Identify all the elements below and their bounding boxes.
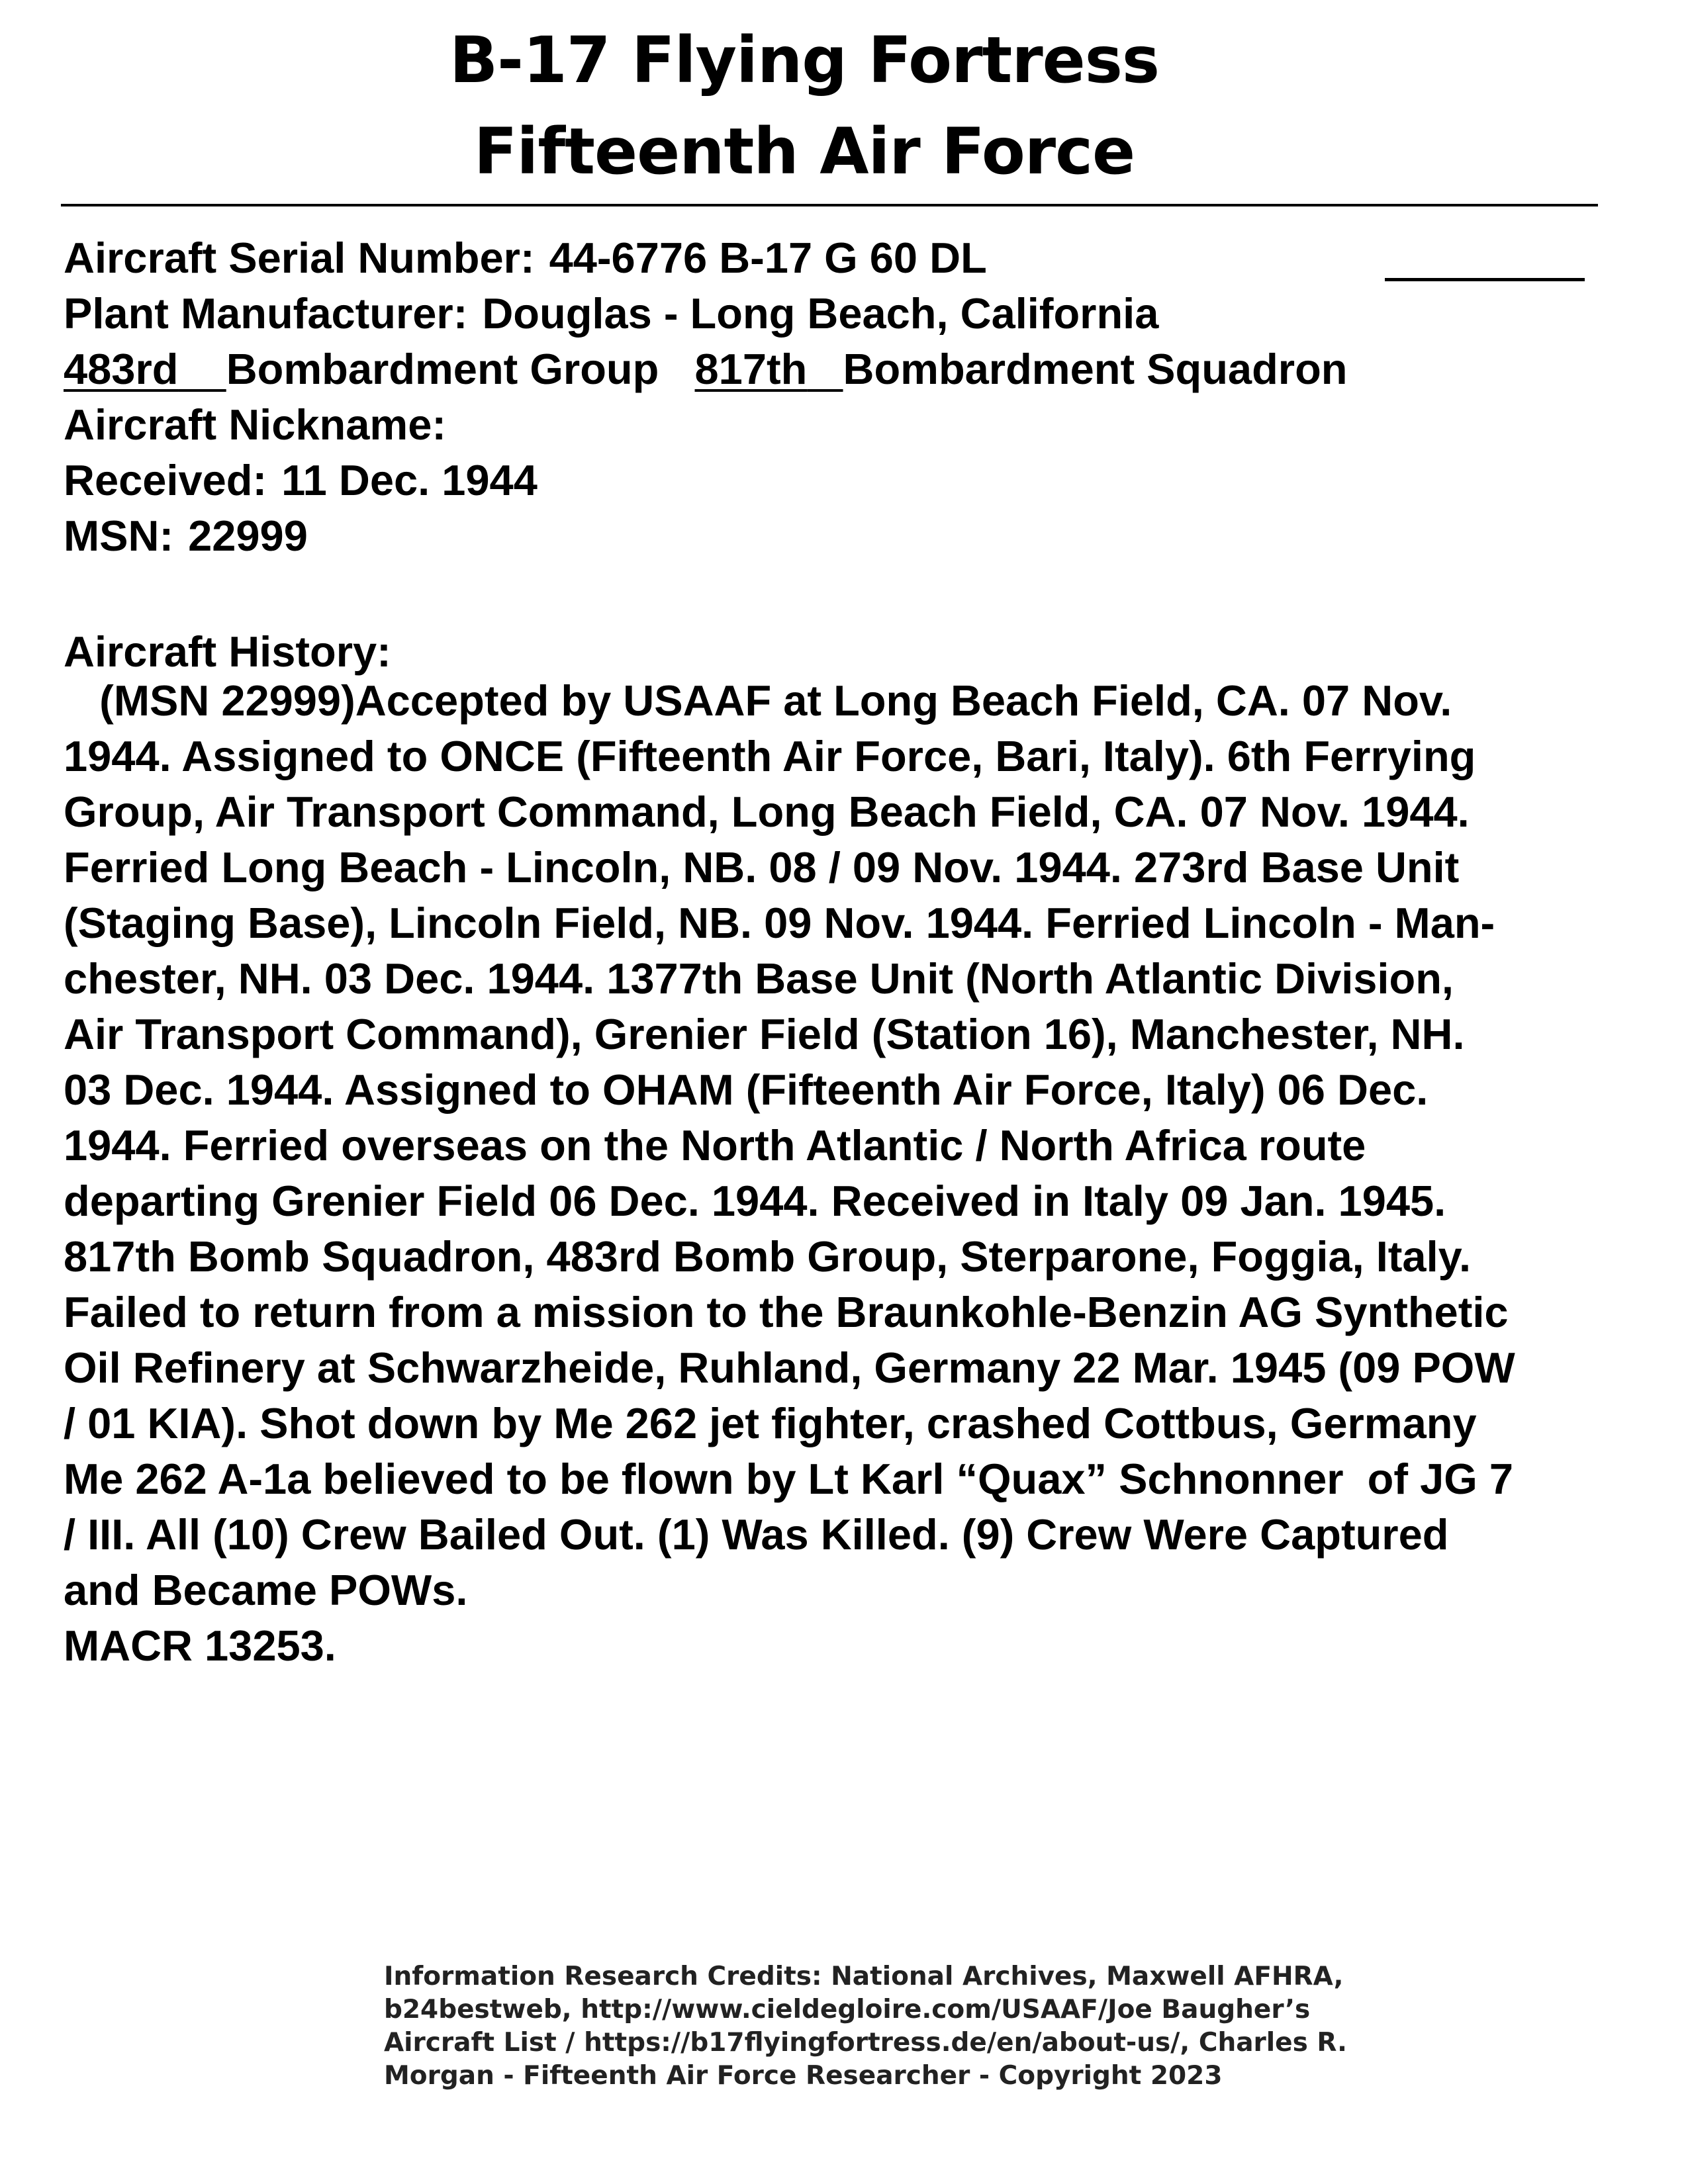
aircraft-fields — [64, 230, 1626, 564]
history-line: (MSN 22999)Accepted by USAAF at Long Beach Field, CA. 07 Nov. — [64, 676, 1452, 725]
history-line: Failed to return from a mission to the Braunkohle-Benzin AG Synthetic — [64, 1288, 1509, 1336]
title-divider — [61, 204, 1598, 206]
received-label: Received: — [64, 456, 267, 504]
manufacturer-label: Plant Manufacturer: — [64, 289, 468, 338]
history-line: departing Grenier Field 06 Dec. 1944. Received in Italy 09 Jan. 1945. — [64, 1177, 1446, 1225]
document-title — [0, 15, 1609, 197]
title-line-aircraft: B-17 Flying Fortress — [449, 23, 1160, 97]
group-value: 483rd — [64, 345, 179, 393]
history-line: and Became POWs. — [64, 1566, 468, 1614]
history-line: Air Transport Command), Grenier Field (Station 16), Manchester, NH. — [64, 1010, 1465, 1058]
serial-number-label: Aircraft Serial Number: — [64, 234, 535, 282]
manufacturer-value: Douglas - Long Beach, California — [482, 289, 1159, 338]
credits-line: Aircraft List / https://b17flyingfortress.de/en/about-us/, Charles R. — [384, 2028, 1347, 2058]
manufacturer-row — [64, 286, 1626, 341]
history-line: / 01 KIA). Shot down by Me 262 jet fighter, crashed Cottbus, Germany — [64, 1399, 1477, 1447]
history-line: (Staging Base), Lincoln Field, NB. 09 Nov. 1944. Ferried Lincoln - Man- — [64, 899, 1495, 947]
serial-number-value: 44-6776 B-17 G 60 DL — [549, 234, 987, 282]
msn-row — [64, 508, 1626, 564]
macr-number: MACR 13253. — [64, 1621, 336, 1670]
history-heading: Aircraft History: — [64, 627, 391, 676]
squadron-label: Bombardment Squadron — [843, 345, 1348, 393]
blank-entry-line — [1385, 278, 1585, 281]
squadron-value: 817th — [694, 345, 808, 393]
history-line: chester, NH. 03 Dec. 1944. 1377th Base Unit (North Atlantic Division, — [64, 954, 1454, 1003]
history-line: Ferried Long Beach - Lincoln, NB. 08 / 09 Nov. 1944. 273rd Base Unit — [64, 843, 1460, 891]
history-line: Group, Air Transport Command, Long Beach Field, CA. 07 Nov. 1944. — [64, 788, 1470, 836]
history-line: 1944. Assigned to ONCE (Fifteenth Air Force, Bari, Italy). 6th Ferrying — [64, 732, 1476, 780]
history-line: 817th Bomb Squadron, 483rd Bomb Group, Sterparone, Foggia, Italy. — [64, 1232, 1472, 1281]
nickname-row — [64, 397, 1626, 453]
research-credits — [384, 1960, 1377, 2093]
history-line: 1944. Ferried overseas on the North Atlantic / North Africa route — [64, 1121, 1366, 1169]
msn-label: MSN: — [64, 512, 174, 560]
unit-row — [64, 341, 1626, 397]
msn-value: 22999 — [188, 512, 308, 560]
history-line: / III. All (10) Crew Bailed Out. (1) Was Killed. (9) Crew Were Captured — [64, 1510, 1449, 1559]
received-row — [64, 453, 1626, 508]
nickname-label: Aircraft Nickname: — [64, 400, 446, 449]
group-label: Bombardment Group — [226, 345, 659, 393]
serial-number-row — [64, 230, 1626, 286]
received-value: 11 Dec. 1944 — [281, 456, 538, 504]
history-line: 03 Dec. 1944. Assigned to OHAM (Fifteenth Air Force, Italy) 06 Dec. — [64, 1066, 1429, 1114]
history-line: Me 262 A-1a believed to be flown by Lt Karl “Quax” Schnonner of JG 7 — [64, 1455, 1514, 1503]
credits-line: b24bestweb, http://www.cieldegloire.com/USAAF/Joe Baugher’s — [384, 1995, 1311, 2025]
history-line: Oil Refinery at Schwarzheide, Ruhland, Germany 22 Mar. 1945 (09 POW — [64, 1343, 1515, 1392]
credits-line: Information Research Credits: National Archives, Maxwell AFHRA, — [384, 1962, 1344, 1991]
history-body — [64, 673, 1665, 1674]
credits-line: Morgan - Fifteenth Air Force Researcher - Copyright 2023 — [384, 2061, 1223, 2091]
title-line-air-force: Fifteenth Air Force — [473, 114, 1135, 189]
